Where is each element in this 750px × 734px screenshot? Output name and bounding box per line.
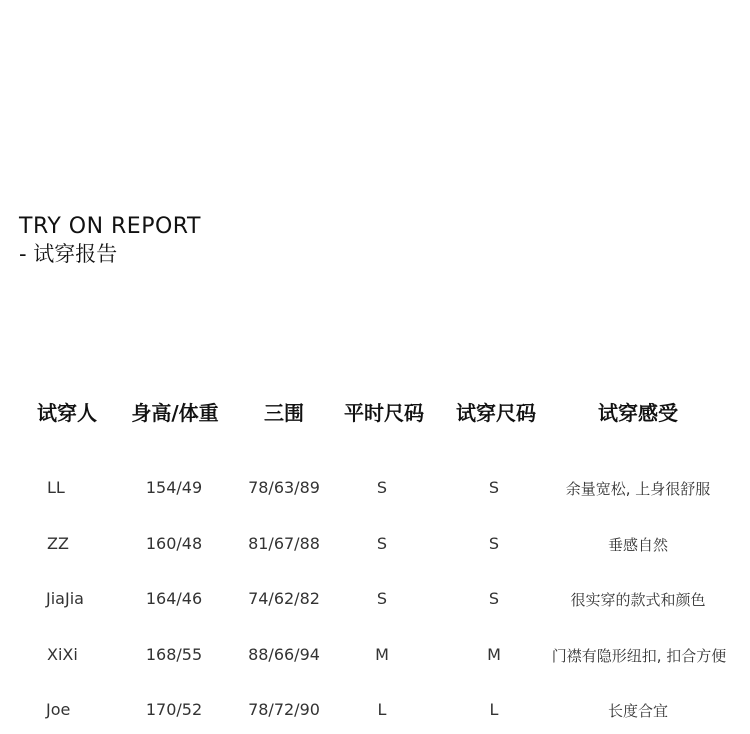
feedback: 很实穿的款式和颜色 (570, 591, 706, 609)
measurements: 88/66/94 (248, 645, 320, 664)
measurements: 78/72/90 (248, 700, 320, 719)
tried-size: S (488, 534, 500, 553)
usual-size: S (376, 478, 388, 497)
header-height-weight: 身高/体重 (131, 401, 219, 425)
report-title-cn: - 试穿报告 (19, 242, 118, 266)
report-title-en: TRY ON REPORT (19, 214, 201, 239)
header-measurements: 三围 (264, 401, 304, 425)
feedback: 余量宽松, 上身很舒服 (565, 480, 711, 498)
usual-size: L (377, 700, 387, 719)
tried-size: L (489, 700, 499, 719)
tried-size: S (488, 589, 500, 608)
tester-name: LL (47, 478, 65, 497)
header-feedback: 试穿感受 (598, 401, 678, 425)
header-tried-size: 试穿尺码 (456, 401, 536, 425)
height-weight: 170/52 (145, 700, 203, 719)
tried-size: S (488, 478, 500, 497)
tester-name: JiaJia (46, 589, 84, 608)
tester-name: XiXi (47, 645, 78, 664)
height-weight: 160/48 (145, 534, 203, 553)
measurements: 74/62/82 (248, 589, 320, 608)
tester-name: Joe (46, 700, 71, 719)
usual-size: M (375, 645, 389, 664)
usual-size: S (376, 589, 388, 608)
height-weight: 154/49 (145, 478, 203, 497)
feedback: 门襟有隐形纽扣, 扣合方便 (551, 647, 727, 665)
tester-name: ZZ (47, 534, 69, 553)
height-weight: 164/46 (145, 589, 203, 608)
measurements: 78/63/89 (248, 478, 320, 497)
feedback: 垂感自然 (607, 536, 669, 554)
feedback: 长度合宜 (607, 702, 669, 720)
header-usual-size: 平时尺码 (344, 401, 424, 425)
measurements: 81/67/88 (248, 534, 320, 553)
header-tester: 试穿人 (37, 401, 97, 425)
height-weight: 168/55 (145, 645, 203, 664)
usual-size: S (376, 534, 388, 553)
tried-size: M (487, 645, 501, 664)
